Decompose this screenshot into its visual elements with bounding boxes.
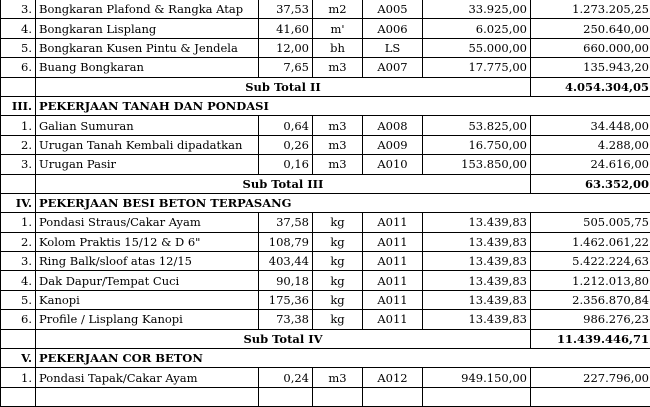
cell-jumlah: 227.796,00 [531,368,650,387]
cell-kode: A005 [363,0,423,19]
cell-no: 5. [1,38,36,57]
cell-no: 6. [1,310,36,329]
subtotal-row [1,329,650,348]
cell-no: 4. [1,271,36,290]
cell-vol: 0,24 [259,368,313,387]
cell-no [1,387,36,406]
cell-no: 3. [1,0,36,19]
section-title: PEKERJAAN TANAH DAN PONDASI [36,96,650,115]
table-row [1,232,650,251]
cell-jumlah [531,387,650,406]
cell-kode: A011 [363,271,423,290]
cell-jumlah: 660.000,00 [531,38,650,57]
cell-sat: kg [313,232,363,251]
cell-harga: 17.775,00 [423,58,531,77]
section-number: IV. [1,193,36,212]
cell-no: 1. [1,368,36,387]
cell-sat: m3 [313,58,363,77]
table-row [1,58,650,77]
cell-vol: 7,65 [259,58,313,77]
table-row [1,155,650,174]
cell-kode: A008 [363,116,423,135]
cell-no: 3. [1,155,36,174]
table-row [1,0,650,19]
cell-harga: 33.925,00 [423,0,531,19]
cell-vol: 73,38 [259,310,313,329]
cell-sat: kg [313,310,363,329]
cell-uraian: Urugan Tanah Kembali dipadatkan [36,135,259,154]
cell-harga: 6.025,00 [423,19,531,38]
section-number: III. [1,96,36,115]
cell-sat: m3 [313,155,363,174]
cell-uraian: Kanopi [36,290,259,309]
cell-vol: 90,18 [259,271,313,290]
cell-no: 6. [1,58,36,77]
cell-vol: 37,58 [259,213,313,232]
cell-kode: LS [363,38,423,57]
cell-kode: A009 [363,135,423,154]
table-row [1,290,650,309]
cell-no: 2. [1,232,36,251]
cell-vol: 12,00 [259,38,313,57]
cell-jumlah: 4.288,00 [531,135,650,154]
cell-jumlah: 24.616,00 [531,155,650,174]
cell-jumlah: 1.212.013,80 [531,271,650,290]
subtotal-spacer [1,77,36,96]
cell-harga: 55.000,00 [423,38,531,57]
cell-jumlah: 1.273.205,25 [531,0,650,19]
cell-jumlah: 2.356.870,84 [531,290,650,309]
cell-kode: A012 [363,368,423,387]
subtotal-label: Sub Total IV [36,329,531,348]
cell-vol: 0,64 [259,116,313,135]
cell-kode: A010 [363,155,423,174]
cell-kode: A006 [363,19,423,38]
table-row [1,252,650,271]
cell-kode [363,387,423,406]
section-title: PEKERJAAN BESI BETON TERPASANG [36,193,650,212]
cell-sat: m' [313,19,363,38]
subtotal-label: Sub Total II [36,77,531,96]
section-header-row [1,193,650,212]
cell-sat: m3 [313,135,363,154]
table-body [1,0,650,407]
cell-jumlah: 986.276,23 [531,310,650,329]
cell-vol [259,387,313,406]
cell-vol: 108,79 [259,232,313,251]
cell-uraian: Kolom Praktis 15/12 & D 6" [36,232,259,251]
subtotal-label: Sub Total III [36,174,531,193]
cell-harga: 949.150,00 [423,368,531,387]
cell-uraian: Ring Balk/sloof atas 12/15 [36,252,259,271]
table-row [1,310,650,329]
cell-jumlah: 5.422.224,63 [531,252,650,271]
cell-no: 5. [1,290,36,309]
cell-vol: 37,53 [259,0,313,19]
cell-uraian: Pondasi Straus/Cakar Ayam [36,213,259,232]
cell-harga: 13.439,83 [423,232,531,251]
section-number: V. [1,349,36,368]
cell-sat: kg [313,252,363,271]
cell-harga [423,387,531,406]
cell-harga: 13.439,83 [423,310,531,329]
subtotal-value: 11.439.446,71 [531,329,650,348]
cell-harga: 13.439,83 [423,290,531,309]
cell-uraian: Pondasi Tapak/Cakar Ayam [36,368,259,387]
cell-kode: A011 [363,232,423,251]
cell-harga: 13.439,83 [423,252,531,271]
table-row [1,38,650,57]
cell-vol: 403,44 [259,252,313,271]
subtotal-row [1,77,650,96]
cell-vol: 41,60 [259,19,313,38]
cell-harga: 153.850,00 [423,155,531,174]
subtotal-spacer [1,174,36,193]
cell-kode: A011 [363,310,423,329]
subtotal-value: 4.054.304,05 [531,77,650,96]
subtotal-value: 63.352,00 [531,174,650,193]
cell-no: 3. [1,252,36,271]
cell-sat: m3 [313,116,363,135]
cell-jumlah: 135.943,20 [531,58,650,77]
cell-uraian: Bongkaran Plafond & Rangka Atap [36,0,259,19]
cell-jumlah: 505.005,75 [531,213,650,232]
cell-uraian [36,387,259,406]
cell-kode: A011 [363,252,423,271]
table-row [1,135,650,154]
cell-harga: 13.439,83 [423,213,531,232]
cell-vol: 0,16 [259,155,313,174]
cell-harga: 53.825,00 [423,116,531,135]
table-row [1,368,650,387]
cell-uraian: Dak Dapur/Tempat Cuci [36,271,259,290]
cell-vol: 175,36 [259,290,313,309]
table-row [1,116,650,135]
cell-kode: A011 [363,290,423,309]
cell-uraian: Urugan Pasir [36,155,259,174]
cell-sat: bh [313,38,363,57]
cell-kode: A007 [363,58,423,77]
cell-sat: m3 [313,368,363,387]
cell-kode: A011 [363,213,423,232]
cell-uraian: Bongkaran Lisplang [36,19,259,38]
cell-sat: kg [313,290,363,309]
cell-jumlah: 34.448,00 [531,116,650,135]
section-title: PEKERJAAN COR BETON [36,349,650,368]
table-row [1,387,650,406]
subtotal-row [1,174,650,193]
cell-uraian: Buang Bongkaran [36,58,259,77]
cell-no: 1. [1,213,36,232]
table-row [1,271,650,290]
cell-uraian: Bongkaran Kusen Pintu & Jendela [36,38,259,57]
cell-jumlah: 250.640,00 [531,19,650,38]
subtotal-spacer [1,329,36,348]
cell-no: 2. [1,135,36,154]
cell-sat [313,387,363,406]
cell-uraian: Galian Sumuran [36,116,259,135]
cell-no: 4. [1,19,36,38]
cell-jumlah: 1.462.061,22 [531,232,650,251]
section-header-row [1,349,650,368]
cell-no: 1. [1,116,36,135]
cell-vol: 0,26 [259,135,313,154]
cell-uraian: Profile / Lisplang Kanopi [36,310,259,329]
cell-harga: 16.750,00 [423,135,531,154]
section-header-row [1,96,650,115]
table-row [1,19,650,38]
cell-sat: kg [313,271,363,290]
cell-harga: 13.439,83 [423,271,531,290]
cell-sat: m2 [313,0,363,19]
table-row [1,213,650,232]
cell-sat: kg [313,213,363,232]
